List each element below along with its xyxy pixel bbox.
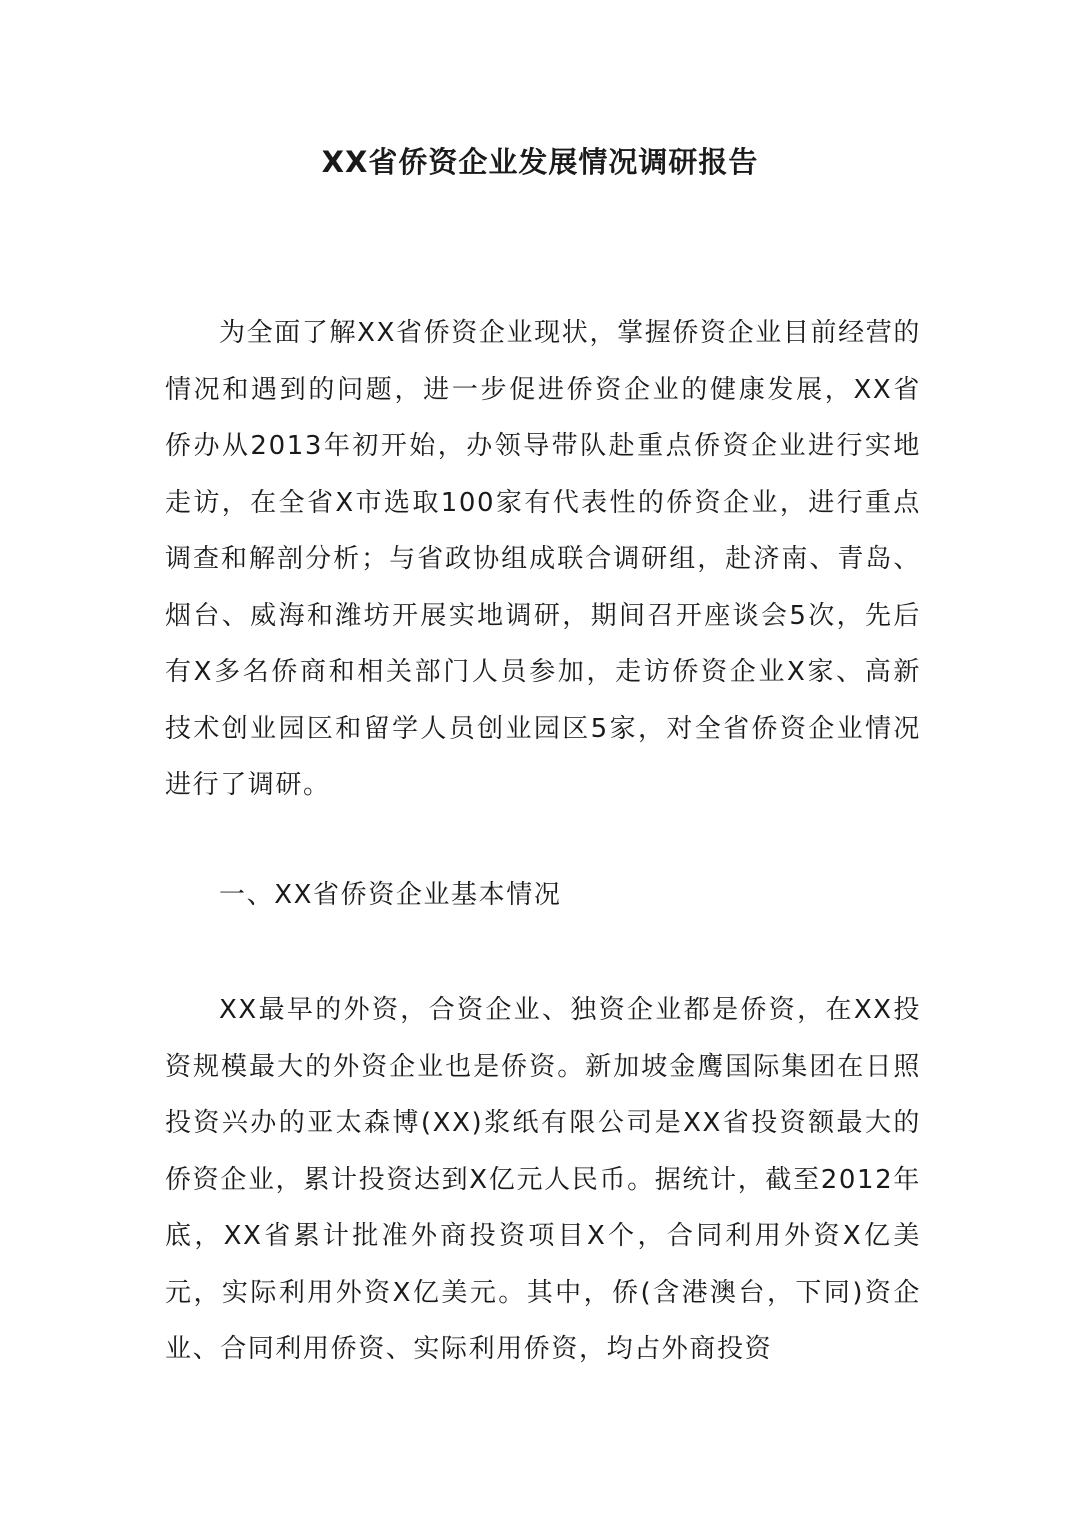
document-title: XX省侨资企业发展情况调研报告: [321, 145, 759, 179]
section-heading: 一、XX省侨资企业基本情况: [219, 880, 562, 910]
intro-paragraph: 为全面了解XX省侨资企业现状，掌握侨资企业目前经营的情况和遇到的问题，进一步促进侨资企业的健康发展，XX省侨办从2013年初开始，办领导带队赴重点侨资企业进行实地走访，在全省X市选取100家有代表性的侨资企业，进行重点调查和解剖分析；与省政协组成联合调研组，赴济南、青岛、烟台、威海和潍坊开展实地调研，期间召开座谈会5次，先后有X多名侨商和相关部门人员参加，走访侨资企业X家、高新技术创业园区和留学人员创业园区5家，对全省侨资企业情况进行了调研。: [165, 318, 921, 800]
body-paragraph: XX最早的外资，合资企业、独资企业都是侨资，在XX投资规模最大的外资企业也是侨资。新加坡金鹰国际集团在日照投资兴办的亚太森博(XX)浆纸有限公司是XX省投资额最大的侨资企业，累计投资达到X亿元人民币。据统计，截至2012年底，XX省累计批准外商投资项目X个，合同利用外资X亿美元，实际利用外资X亿美元。其中，侨(含港澳台，下同)资企业、合同利用侨资、实际利用侨资，均占外商投资: [165, 995, 921, 1364]
